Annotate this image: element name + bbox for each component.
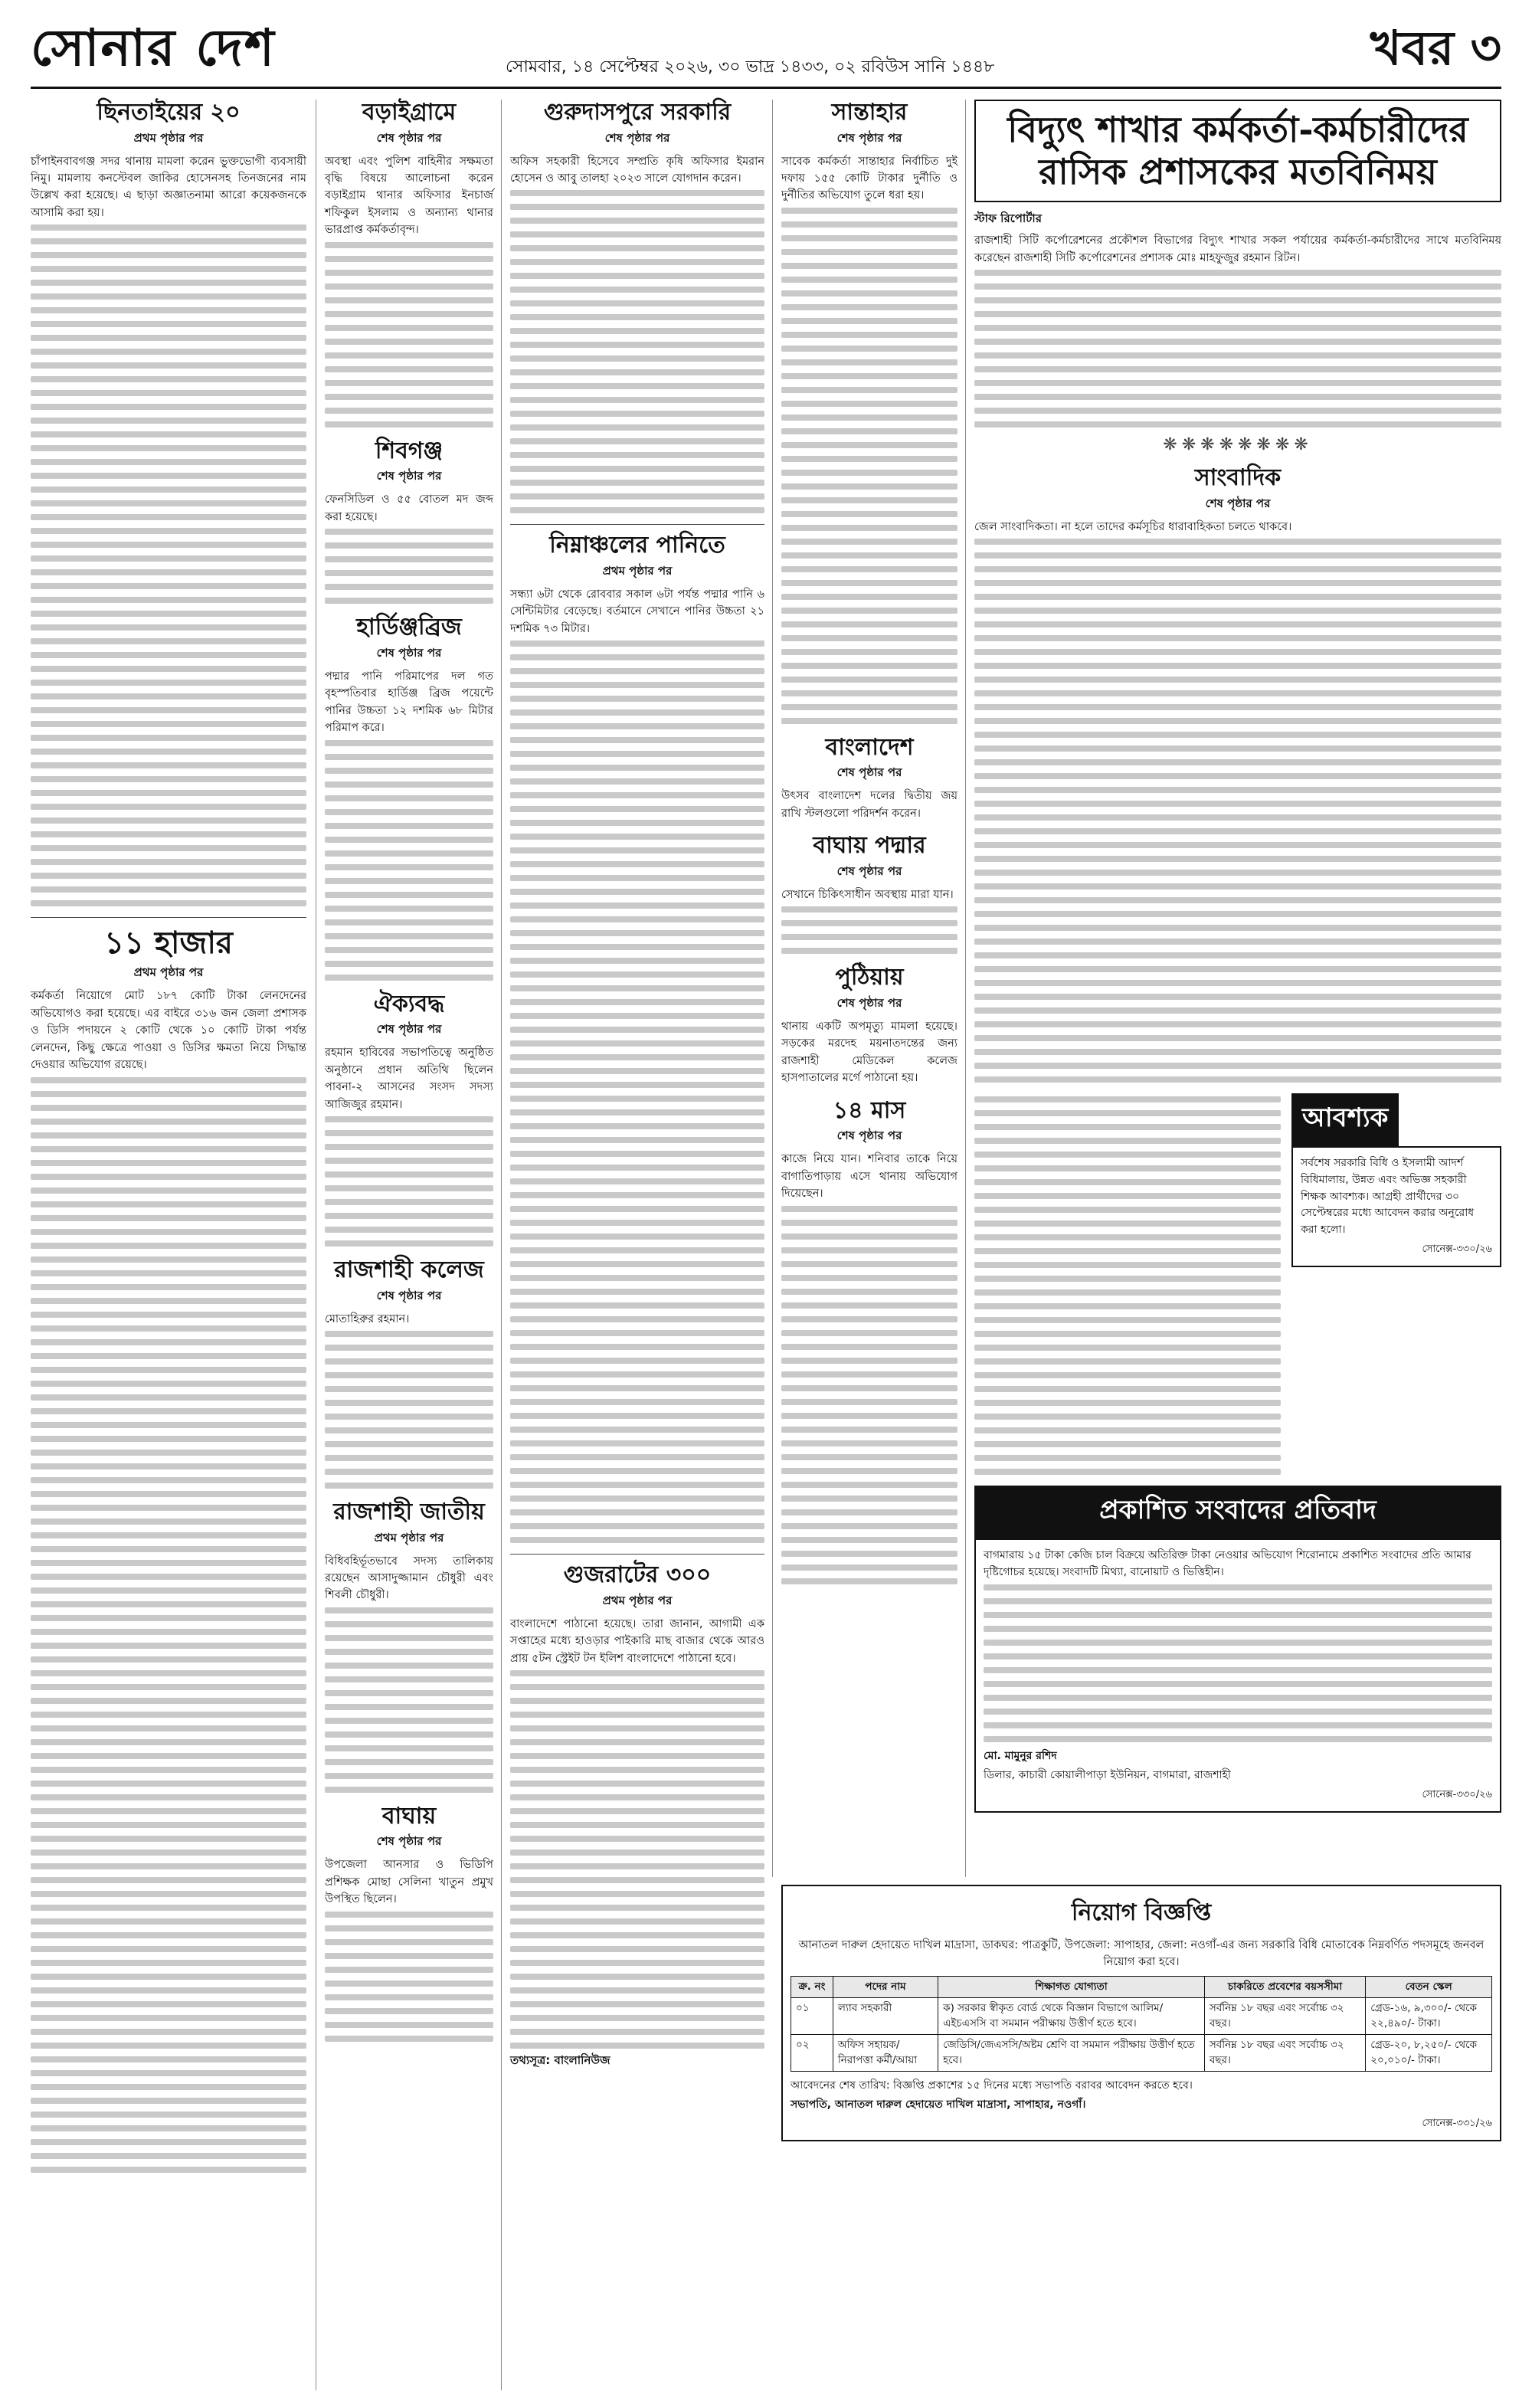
column-divider: [501, 100, 502, 2390]
story-kicker: প্রথম পৃষ্ঠার পর: [602, 1593, 673, 1607]
body-text-lines: [325, 740, 493, 981]
body-text-lines: [781, 1206, 958, 1584]
story-sangbadik: [974, 465, 1501, 1083]
story-kicker: শেষ পৃষ্ঠার পর: [376, 1288, 442, 1302]
table-cell: ০২: [791, 2035, 833, 2072]
rebuttal-text: বাগমারায় ১৫ টাকা কেজি চাল বিক্রয়ে অতিরিক্ত টাকা নেওয়ার অভিযোগ শিরোনামে প্রকাশিত সংবাদের প্রতি আমার দৃষ্টিগোচর হয়েছে। সংবাদটি মিথ্যা, বানোয়াট ও ভিত্তিহীন।: [984, 1549, 1471, 1578]
story-title: নিম্নাঞ্চলের পানিতে: [549, 532, 725, 559]
ad-body: [1291, 1146, 1501, 1266]
story-separator: [510, 524, 764, 525]
story-kicker: শেষ পৃষ্ঠার পর: [1205, 496, 1271, 510]
story-bangladesh: [781, 735, 958, 822]
story-title: পুঠিয়ায়: [835, 964, 904, 991]
recruitment-notice: [781, 1885, 1501, 2141]
story-title: বাংলাদেশ: [825, 733, 914, 761]
section-page-label: খবর ৩: [1370, 20, 1501, 76]
story-rajshahi-jatiyo: [325, 1499, 493, 1793]
ad-label: আবশ্যক: [1291, 1093, 1399, 1146]
table-cell: গ্রেড-২০, ৮,২৫০/- থেকে ২০,০১০/- টাকা।: [1366, 2035, 1492, 2072]
story-kicker: শেষ পৃষ্ঠার পর: [604, 130, 670, 145]
story-kicker: শেষ পৃষ্ঠার পর: [376, 1022, 442, 1037]
story-shibganj: [325, 438, 493, 604]
table-header: চাকরিতে প্রবেশের বয়সসীমা: [1204, 1976, 1365, 1998]
ad-code: সোনেক্স-৩৩০/২৬: [1422, 1243, 1492, 1255]
story-body: উৎসব বাংলাদেশ দলের দ্বিতীয় জয় রাখি স্টলগুলো পরিদর্শন করেন।: [781, 790, 958, 820]
story-title: ১১ হাজার: [104, 925, 233, 962]
column-2: [325, 100, 493, 2053]
story-title: গুজরাটের ৩০০: [563, 1561, 712, 1589]
classified-ad: [1291, 1093, 1501, 1475]
story-separator: [31, 917, 306, 918]
table-cell: ক) সরকার স্বীকৃত বোর্ড থেকে বিজ্ঞান বিভাগে আলিম/এইচএসসি বা সমমান পরীক্ষায় উত্তীর্ণ হতে হবে।: [938, 1998, 1205, 2035]
body-text-lines: [510, 190, 764, 513]
story-bagha: [325, 1804, 493, 2042]
body-text-lines: [325, 1607, 493, 1793]
story-kicker: শেষ পৃষ্ঠার পর: [376, 645, 442, 660]
jobs-table: [791, 1976, 1492, 2072]
story-body: সাবেক কর্মকর্তা সান্তাহার নির্বাচিত দুই দফায় ১৫৫ কোটি টাকার দুর্নীতি ও দুর্নীতির অভিযোগ তুলে ধরা হয়।: [781, 155, 958, 202]
masthead-rule: [31, 87, 1501, 89]
story-gujarat-300: [510, 1562, 764, 2071]
body-text-lines: [325, 1116, 493, 1247]
story-kicker: শেষ পৃষ্ঠার পর: [376, 469, 442, 483]
body-text-lines: [974, 1096, 1281, 1475]
body-text-lines: [510, 640, 764, 1543]
story-title: বড়াইগ্রামে: [362, 99, 457, 126]
story-body: উপজেলা আনসার ও ভিডিপি প্রশিক্ষক মোছা সেলিনা খাতুন প্রমুখ উপস্থিত ছিলেন।: [325, 1859, 493, 1906]
story-title: সাংবাদিক: [1194, 464, 1282, 492]
table-row: [791, 1998, 1492, 2035]
column-divider: [965, 100, 966, 1877]
story-title: গুরুদাসপুরে সরকারি: [543, 99, 732, 126]
ornament-divider: ❋❋❋❋❋❋❋❋: [1163, 435, 1313, 455]
body-text-lines: [510, 1670, 764, 2049]
table-header-row: [791, 1976, 1492, 1998]
story-title: রাজশাহী কলেজ: [334, 1256, 484, 1284]
story-nimnanchol: [510, 532, 764, 1543]
notice-footer: আবেদনের শেষ তারিখ: বিজ্ঞপ্তি প্রকাশের ১৫ দিনের মধ্যে সভাপতি বরাবর আবেদন করতে হবে।: [791, 2079, 1193, 2092]
story-byline: স্টাফ রিপোর্টার: [974, 211, 1043, 226]
story-chhintai: [31, 100, 306, 906]
table-header: শিক্ষাগত যোগ্যতা: [938, 1976, 1205, 1998]
table-cell: ল্যাব সহকারী: [833, 1998, 938, 2035]
rebuttal-body: [974, 1538, 1501, 1813]
story-kicker: শেষ পৃষ্ঠার পর: [376, 130, 442, 145]
table-cell: অফিস সহায়ক/নিরাপত্তা কর্মী/আয়া: [833, 2035, 938, 2072]
story-rajshahi-college: [325, 1257, 493, 1489]
story-separator: [510, 1554, 764, 1555]
body-text-lines: [984, 1584, 1492, 1742]
story-body: জেল সাংবাদিকতা। না হলে তাদের কর্মসূচির ধারাবাহিকতা চলতে থাকবে।: [974, 520, 1292, 533]
story-title: হার্ডিঞ্জব্রিজ: [356, 614, 462, 641]
table-cell: সর্বনিম্ন ১৮ বছর এবং সর্বোচ্চ ৩২ বছর।: [1204, 1998, 1365, 2035]
column-5: [974, 100, 1501, 1813]
table-cell: সর্বনিম্ন ১৮ বছর এবং সর্বোচ্চ ৩২ বছর।: [1204, 2035, 1365, 2072]
table-row: [791, 2035, 1492, 2072]
story-oikyobaddho: [325, 991, 493, 1247]
story-title: রাজশাহী জাতীয়: [333, 1499, 485, 1525]
story-11-hajar: [31, 926, 306, 2172]
rebuttal-signature: মো. মামুনুর রশিদ: [984, 1749, 1057, 1762]
source-credit: তথ্যসূত্র: বাংলানিউজ: [510, 2053, 611, 2068]
story-baraigram: [325, 100, 493, 428]
story-body: অবস্থা এবং পুলিশ বাহিনীর সক্ষমতা বৃদ্ধি বিষয়ে আলোচনা করেন বড়াইগ্রাম থানার অফিসার ইনচার্জ শফিকুল ইসলাম ও অন্যান্য থানার ভারপ্রাপ্ত কর্মকর্তাবৃন্দ।: [325, 155, 493, 237]
dateline: সোমবার, ১৪ সেপ্টেম্বর ২০২৬, ৩০ ভাদ্র ১৪৩৩, ০২ রবিউস সানি ১৪৪৮: [506, 57, 995, 77]
story-bagha-padma: [781, 833, 958, 954]
body-text-lines: [325, 1331, 493, 1489]
story-title: শিবগঞ্জ: [375, 437, 444, 464]
story-14-mash: [781, 1098, 958, 1584]
story-kicker: প্রথম পৃষ্ঠার পর: [133, 965, 204, 980]
notice-code: সোনেক্স-৩৩১/২৬: [1422, 2118, 1492, 2130]
story-body: সেখানে চিকিৎসাধীন অবস্থায় মারা যান।: [781, 888, 954, 901]
story-kicker: শেষ পৃষ্ঠার পর: [376, 1834, 442, 1849]
story-body: সন্ধ্যা ৬টা থেকে রোববার সকাল ৬টা পর্যন্ত পদ্মার পানি ৬ সেন্টিমিটার বেড়েছে। বর্তমানে সেখানে পানির উচ্চতা ২১ দশমিক ৭৩ মিটার।: [510, 588, 764, 635]
rebuttal-signature-detail: ডিলার, কাচারী কোয়ালীপাড়া ইউনিয়ন, বাগমারা, রাজশাহী: [984, 1769, 1231, 1782]
story-kicker: প্রথম পৃষ্ঠার পর: [374, 1530, 444, 1545]
body-text-lines: [974, 270, 1501, 428]
story-kicker: প্রথম পৃষ্ঠার পর: [133, 130, 204, 145]
story-body: পদ্মার পানি পরিমাপের দল গত বৃহস্পতিবার হার্ডিঞ্জ ব্রিজ পয়েন্টে পানির উচ্চতা ১২ দশমিক ৬৮ মিটার পরিমাপ করে।: [325, 670, 493, 735]
story-body: রাজশাহী সিটি কর্পোরেশনের প্রকৌশল বিভাগের বিদ্যুৎ শাখার সকল পর্যায়ের কর্মকর্তা-কর্মচারীদের সাথে মতবিনিময় করেছেন রাজশাহী সিটি কর্পোরেশনের প্রশাসক মোঃ মাহফুজুর রহমান রিটন।: [974, 234, 1501, 264]
story-lead-rasik: [974, 100, 1501, 454]
column-1: [31, 100, 306, 2184]
story-body: চাঁপাইনবাবগঞ্জ সদর থানায় মামলা করেন ভুক্তভোগী ব্যবসায়ী নিমু। মামলায় কনস্টেবল জাকির হোসেনসহ তিনজনের নাম উল্লেখ করা হয়েছে। এ ছাড়া অজ্ঞাতনামা আরো কয়েকজনকে আসামি করা হয়।: [31, 155, 306, 219]
body-text-lines: [781, 906, 958, 954]
column-4: [781, 100, 958, 1595]
table-cell: ০১: [791, 1998, 833, 2035]
body-text-lines: [31, 1077, 306, 2173]
body-text-lines: [781, 208, 958, 724]
table-cell: গ্রেড-১৬, ৯,৩০০/- থেকে ২২,৪৯০/- টাকা।: [1366, 1998, 1492, 2035]
body-text-lines: [325, 242, 493, 428]
table-header: বেতন স্কেল: [1366, 1976, 1492, 1998]
story-body: কাজে নিয়ে যান। শনিবার তাকে নিয়ে বাগাতিপাড়ায় এসে থানায় অভিযোগ দিয়েছেন।: [781, 1153, 958, 1201]
column-divider: [772, 100, 773, 1877]
story-body: ফেনসিডিল ও ৫৫ বোতল মদ জব্দ করা হয়েছে।: [325, 493, 493, 523]
col5-left-text: [974, 1093, 1281, 1475]
masthead: [31, 9, 1501, 89]
story-title: বাঘায়: [381, 1802, 437, 1830]
story-body: বিধিবহির্ভূতভাবে সদস্য তালিকায় রয়েছেন আসাদুজ্জামান চৌধুরী এবং শিবলী চৌধুরী।: [325, 1555, 493, 1602]
story-kicker: শেষ পৃষ্ঠার পর: [836, 1129, 902, 1143]
story-kicker: শেষ পৃষ্ঠার পর: [836, 995, 902, 1010]
table-header: ক্র. নং: [791, 1976, 833, 1998]
story-kicker: শেষ পৃষ্ঠার পর: [836, 863, 902, 878]
column-3: [510, 100, 764, 2082]
ad-text: সর্বশেষ সরকারি বিধি ও ইসলামী আদর্শ বিধিমালায়, উন্নত এবং অভিজ্ঞ সহকারী শিক্ষক আবশ্যক। আগ্রহী প্রার্থীদের ৩০ সেপ্টেম্বরের মধ্যে আবেদন করার অনুরোধ করা হলো।: [1301, 1157, 1475, 1237]
story-kicker: প্রথম পৃষ্ঠার পর: [602, 563, 673, 578]
story-puthia: [781, 965, 958, 1086]
table-header: পদের নাম: [833, 1976, 938, 1998]
ads-row: [974, 1093, 1501, 1475]
body-text-lines: [31, 224, 306, 906]
story-title: ১৪ মাস: [833, 1096, 906, 1124]
story-title: সান্তাহার: [831, 99, 908, 126]
table-cell: জেডিসি/জেএসসি/অষ্টম শ্রেণি বা সমমান পরীক্ষায় উত্তীর্ণ হতে হবে।: [938, 2035, 1205, 2072]
body-text-lines: [974, 539, 1501, 1083]
story-gurudaspur: [510, 100, 764, 513]
body-text-lines: [325, 529, 493, 604]
story-kicker: শেষ পৃষ্ঠার পর: [836, 130, 902, 145]
rebuttal-code: সোনেক্স-৩৩০/২৬: [1422, 1789, 1492, 1801]
story-body: কর্মকর্তা নিয়োগে মোট ১৮৭ কোটি টাকা লেনদেনের অভিযোগও করা হয়েছে। এর বাইরে ৩১৬ জন জেলা প্রশাসক ও ডিসি পদায়নে ২ কোটি থেকে ১০ কোটি টাকা পর্যন্ত লেনদেন, কিছু ক্ষেত্রে পাওয়া ও ডিসির ক্ষমতা নিয়ে সিদ্ধান্ত দেওয়ার অভিযোগ রয়েছে।: [31, 990, 306, 1072]
notice-title: নিয়োগ বিজ্ঞপ্তি: [1071, 1899, 1212, 1926]
story-title: ঐক্যবদ্ধ: [373, 990, 445, 1017]
rebuttal-box: [974, 1486, 1501, 1813]
story-body: থানায় একটি অপমৃত্যু মামলা হয়েছে। সড়কের মরদেহ ময়নাতদন্তের জন্য রাজশাহী মেডিকেল কলেজ হাসপাতালের মর্গে পাঠানো হয়।: [781, 1020, 958, 1085]
story-body: অফিস সহকারী হিসেবে সম্প্রতি কৃষি অফিসার ইমরান হোসেন ও আবু তালহা ২০২৩ সালে যোগদান করেন।: [510, 155, 764, 185]
notice-subtitle: আনাতল দারুল হেদায়েত দাখিল মাদ্রাসা, ডাকঘর: পাত্রকুটি, উপজেলা: সাপাহার, জেলা: নওগাঁ-এর জন্য সরকারি বিধি মোতাবেক নিম্নবর্ণিত পদসমূহে জনবল নিয়োগ করা হবে।: [798, 1939, 1485, 1968]
newspaper-brand: সোনার দেশ: [31, 18, 276, 77]
story-body: মোতাহিরুর রহমান।: [325, 1312, 410, 1325]
body-text-lines: [325, 1912, 493, 2042]
rebuttal-title: প্রকাশিত সংবাদের প্রতিবাদ: [974, 1486, 1501, 1538]
story-santahar: [781, 100, 958, 724]
story-hardinge-bridge: [325, 614, 493, 980]
lead-headline: বিদ্যুৎ শাখার কর্মকর্তা-কর্মচারীদের রাসিক প্রশাসকের মতবিনিময়: [974, 100, 1501, 202]
story-title: ছিনতাইয়ের ২০: [97, 99, 241, 126]
story-body: রহমান হাবিবের সভাপতিত্বে অনুষ্ঠিত অনুষ্ঠানে প্রধান অতিথি ছিলেন পাবনা-২ আসনের সংসদ সদস্য আজিজুর রহমান।: [325, 1047, 493, 1111]
story-title: বাঘায় পদ্মার: [813, 832, 926, 860]
notice-signature: সভাপতি, আনাতল দারুল হেদায়েত দাখিল মাদ্রাসা, সাপাহার, নওগাঁ।: [791, 2098, 1086, 2112]
story-body: বাংলাদেশে পাঠানো হয়েছে। তারা জানান, আগামী এক সপ্তাহের মধ্যে হাওড়ার পাইকারি মাছ বাজার থেকে আরও প্রায় ৫টন স্ট্রেইট টন ইলিশ বাংলাদেশে পাঠানো হবে।: [510, 1617, 764, 1665]
story-kicker: শেষ পৃষ্ঠার পর: [836, 765, 902, 780]
